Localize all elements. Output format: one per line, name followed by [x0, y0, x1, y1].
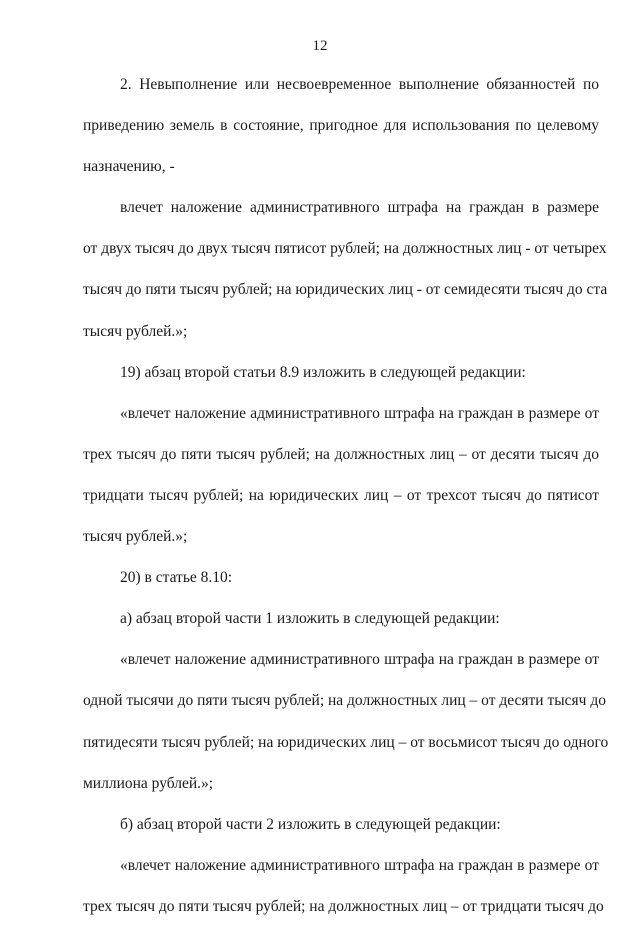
paragraph-line: «влечет наложение административного штрафа на граждан в размере от	[120, 856, 599, 874]
paragraph-line: одной тысячи до пяти тысяч рублей; на должностных лиц – от десяти тысяч до	[83, 692, 606, 710]
paragraph-line: 20) в статье 8.10:	[120, 569, 233, 587]
paragraph-line: тридцати тысяч рублей; на юридических лиц – от трехсот тысяч до пятисот	[83, 486, 599, 504]
paragraph-line: влечет наложение административного штрафа на граждан в размере	[120, 199, 599, 217]
paragraph-line: а) абзац второй части 1 изложить в следующей редакции:	[120, 610, 500, 628]
paragraph-line: приведению земель в состояние, пригодное для использования по целевому	[83, 117, 599, 135]
document-body	[83, 64, 609, 927]
paragraph-line: «влечет наложение административного штрафа на граждан в размере от	[120, 404, 599, 422]
paragraph-line: 2. Невыполнение или несвоевременное выполнение обязанностей по	[120, 76, 599, 93]
paragraph-line: тысяч рублей.»;	[83, 322, 188, 340]
paragraph-line: б) абзац второй части 2 изложить в следующей редакции:	[120, 815, 501, 833]
paragraph-line: от двух тысяч до двух тысяч пятисот рублей; на должностных лиц - от четырех	[83, 240, 607, 258]
paragraph-line: 19) абзац второй статьи 8.9 изложить в следующей редакции:	[120, 363, 526, 381]
paragraph-line: миллиона рублей.»;	[83, 774, 214, 792]
paragraph-line: тысяч до пяти тысяч рублей; на юридических лиц - от семидесяти тысяч до ста	[83, 281, 608, 299]
paragraph-line: «влечет наложение административного штрафа на граждан в размере от	[120, 651, 599, 669]
paragraph-line: трех тысяч до пяти тысяч рублей; на должностных лиц – от тридцати тысяч до	[83, 897, 604, 915]
paragraph-line: пятидесяти тысяч рублей; на юридических лиц – от восьмисот тысяч до одного	[83, 733, 609, 751]
page-number: 12	[312, 38, 328, 54]
paragraph-line: трех тысяч до пяти тысяч рублей; на должностных лиц – от десяти тысяч до	[83, 445, 599, 463]
paragraph-line: тысяч рублей.»;	[83, 528, 188, 546]
paragraph-line: назначению, -	[83, 158, 175, 176]
